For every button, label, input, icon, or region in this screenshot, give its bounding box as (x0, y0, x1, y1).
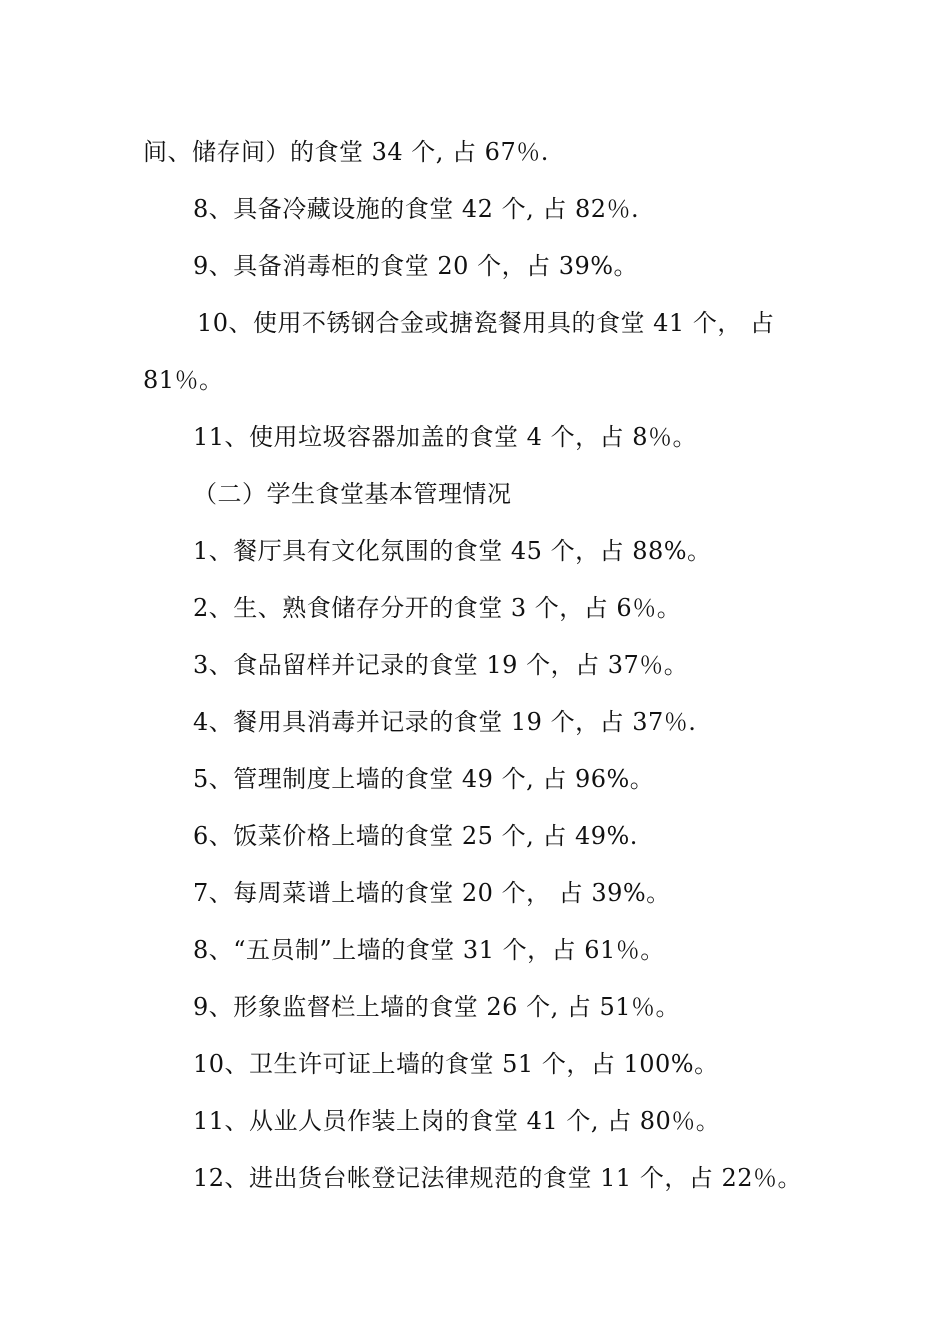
text-line-purchase-ledger: 12、进出货台帐登记法律规范的食堂 11 个，占 22％。 (193, 1164, 803, 1192)
text-line-refrigeration: 8、具备冷藏设施的食堂 42 个, 占 82％. (193, 195, 640, 223)
text-line-staff-uniform: 11、从业人员作装上岗的食堂 41 个, 占 80％。 (193, 1107, 721, 1135)
text-line-covered-bins: 11、使用垃圾容器加盖的食堂 4 个，占 8％。 (193, 423, 697, 451)
text-line-tableware-disinfection: 4、餐用具消毒并记录的食堂 19 个，占 37％. (193, 708, 697, 736)
text-line-stainless-tableware: 10、使用不锈钢合金或搪瓷餐用具的食堂 41 个， 占 (197, 309, 775, 337)
text-line-five-staff-system: 8、“五员制”上墙的食堂 31 个，占 61％。 (193, 936, 665, 964)
text-line-storage-room: 间、储存间）的食堂 34 个, 占 67％. (143, 138, 549, 166)
text-line-stainless-percent: 81％。 (143, 366, 224, 394)
text-line-supervision-board: 9、形象监督栏上墙的食堂 26 个, 占 51％。 (193, 993, 680, 1021)
text-line-cultural-atmosphere: 1、餐厅具有文化氛围的食堂 45 个，占 88%。 (193, 537, 712, 565)
text-line-food-samples: 3、食品留样并记录的食堂 19 个，占 37％。 (193, 651, 689, 679)
section-heading-management: （二）学生食堂基本管理情况 (193, 480, 512, 508)
text-line-food-storage: 2、生、熟食储存分开的食堂 3 个，占 6％。 (193, 594, 682, 622)
text-line-rules-posted: 5、管理制度上墙的食堂 49 个, 占 96%。 (193, 765, 655, 793)
text-line-prices-posted: 6、饭菜价格上墙的食堂 25 个, 占 49%. (193, 822, 638, 850)
text-line-weekly-menu: 7、每周菜谱上墙的食堂 20 个， 占 39%。 (193, 879, 671, 907)
text-line-disinfection-cabinet: 9、具备消毒柜的食堂 20 个，占 39%。 (193, 252, 639, 280)
text-line-hygiene-license: 10、卫生许可证上墙的食堂 51 个，占 100%。 (193, 1050, 719, 1078)
